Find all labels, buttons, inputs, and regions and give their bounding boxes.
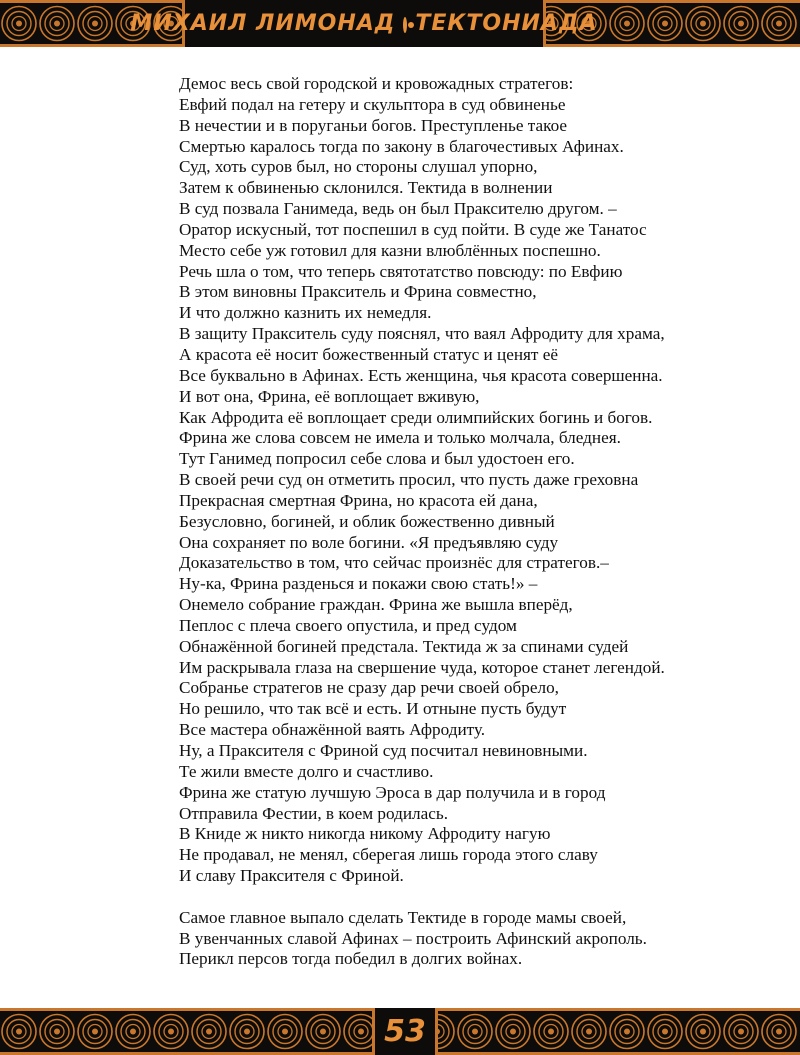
rosette-ornament-icon bbox=[78, 1015, 112, 1049]
text-line: Тут Ганимед попросил себе слова и был удостоен его. bbox=[179, 449, 575, 469]
text-line: Им раскрывала глаза на свершение чуда, которое станет легендой. bbox=[179, 657, 665, 677]
text-line: В своей речи суд он отметить просил, что пусть даже греховна bbox=[179, 470, 639, 490]
text-line: В этом виновны Пракситель и Фрина совместно, bbox=[179, 282, 537, 302]
text-line: Оратор искусный, тот поспешил в суд пойти. В суде же Танатос bbox=[179, 219, 647, 239]
text-line: Фрина же статую лучшую Эроса в дар получила и в город bbox=[179, 782, 606, 802]
rosette-ornament-icon bbox=[648, 1015, 682, 1049]
rosette-ornament-icon bbox=[648, 7, 682, 41]
text-line: И вот она, Фрина, её воплощает вживую, bbox=[179, 386, 480, 406]
text-line: Доказательство в том, что сейчас произнёс для стратегов.– bbox=[179, 553, 609, 573]
text-line: В увенчанных славой Афинах – построить Афинский акрополь. bbox=[179, 928, 647, 948]
text-line: Все мастера обнажённой ваять Афродиту. bbox=[179, 720, 486, 740]
text-line: И что должно казнить их немедля. bbox=[179, 303, 432, 323]
stanza-gap bbox=[179, 887, 739, 908]
text-line: Собранье стратегов не сразу дар речи своей обрело, bbox=[179, 678, 559, 698]
rosette-ornament-icon bbox=[2, 7, 36, 41]
rosette-ornament-icon bbox=[610, 1015, 644, 1049]
text-line: И славу Праксителя с Фриной. bbox=[179, 866, 404, 886]
text-line: Фрина же слова совсем не имела и только молчала, бледнея. bbox=[179, 428, 621, 448]
rosette-ornament-icon bbox=[724, 1015, 758, 1049]
rosette-ornament-icon bbox=[724, 7, 758, 41]
text-line: Перикл персов тогда победил в долгих войнах. bbox=[179, 949, 523, 969]
book-title: ТЕКТОНИАДА bbox=[415, 11, 598, 36]
rosette-ornament-icon bbox=[40, 1015, 74, 1049]
text-line: В защиту Пракситель суду пояснял, что ваял Афродиту для храма, bbox=[179, 324, 665, 344]
rosette-ornament-icon bbox=[762, 1015, 796, 1049]
rosette-ornament-icon bbox=[40, 7, 74, 41]
rosette-ornament-icon bbox=[610, 7, 644, 41]
text-line: Те жили вместе долго и счастливо. bbox=[179, 761, 434, 781]
text-line: Прекрасная смертная Фрина, но красота ей дана, bbox=[179, 490, 538, 510]
text-line: В нечестии и в поруганьи богов. Преступленье такое bbox=[179, 115, 568, 135]
rosette-ornament-icon bbox=[192, 1015, 226, 1049]
rosette-ornament-icon bbox=[458, 1015, 492, 1049]
text-line: Место себе уж готовил для казни влюблённых поспешно. bbox=[179, 240, 601, 260]
running-header bbox=[130, 0, 598, 47]
text-line: Обнажённой богиней предстала. Тектида ж за спинами судей bbox=[179, 636, 629, 656]
text-line: В суд позвала Ганимеда, ведь он был Праксителю другом. – bbox=[179, 199, 617, 219]
text-line: А красота её носит божественный статус и ценят её bbox=[179, 344, 558, 364]
poem-text bbox=[179, 74, 739, 970]
text-line: Но решило, что так всё и есть. И отныне пусть будут bbox=[179, 699, 567, 719]
rosette-ornament-icon bbox=[762, 7, 796, 41]
text-line: Суд, хоть суров был, но стороны слушал упорно, bbox=[179, 157, 538, 177]
text-line: Демос весь свой городской и кровожадных стратегов: bbox=[179, 74, 574, 93]
text-line: Самое главное выпало сделать Тектиде в городе мамы своей, bbox=[179, 907, 627, 927]
text-line: Как Афродита её воплощает среди олимпийских богинь и богов. bbox=[179, 407, 653, 427]
text-line: Онемело собрание граждан. Фрина же вышла вперёд, bbox=[179, 595, 573, 615]
rosette-ornament-icon bbox=[116, 1015, 150, 1049]
rosette-ornament-icon bbox=[496, 1015, 530, 1049]
text-line: В Книде ж никто никогда никому Афродиту нагую bbox=[179, 824, 551, 844]
rosette-ornament-icon bbox=[78, 7, 112, 41]
author-name: МИХАИЛ ЛИМОНАД bbox=[130, 11, 396, 36]
page-number bbox=[372, 1008, 438, 1055]
rosette-ornament-icon bbox=[268, 1015, 302, 1049]
rosette-ornament-icon bbox=[230, 1015, 264, 1049]
text-line: Она сохраняет по воле богини. «Я предъявляю суду bbox=[179, 532, 559, 552]
text-line: Не продавал, не менял, сберегая лишь города этого славу bbox=[179, 845, 598, 865]
rosette-ornament-icon bbox=[534, 1015, 568, 1049]
rosette-ornament-icon bbox=[154, 1015, 188, 1049]
text-line: Речь шла о том, что теперь святотатство повсюду: по Евфию bbox=[179, 261, 623, 281]
text-line: Ну, а Праксителя с Фриной суд посчитал невиновными. bbox=[179, 741, 588, 760]
rosette-ornament-icon bbox=[686, 7, 720, 41]
text-line: Безусловно, богиней, и облик божественно дивный bbox=[179, 511, 555, 531]
rosette-ornament-icon bbox=[2, 1015, 36, 1049]
rosette-ornament-icon bbox=[306, 1015, 340, 1049]
text-line: Затем к обвиненью склонился. Тектида в волнении bbox=[179, 178, 553, 198]
paragraph-1 bbox=[179, 74, 739, 887]
text-line: Смертью каралось тогда по закону в благочестивых Афинах. bbox=[179, 136, 624, 156]
rosette-ornament-icon bbox=[572, 1015, 606, 1049]
circle-separator-icon bbox=[403, 17, 407, 33]
rosette-ornament-icon bbox=[686, 1015, 720, 1049]
paragraph-2 bbox=[179, 908, 739, 971]
text-line: Все буквально в Афинах. Есть женщина, чья красота совершенна. bbox=[179, 365, 663, 385]
text-line: Ну-ка, Фрина разденься и покажи свою стать!» – bbox=[179, 574, 538, 594]
text-line: Пеплос с плеча своего опустила, и пред судом bbox=[179, 615, 517, 635]
text-line: Отправила Фестии, в коем родилась. bbox=[179, 803, 449, 823]
text-line: Евфий подал на гетеру и скульптора в суд обвиненье bbox=[179, 94, 566, 114]
page-number-label: 53 bbox=[384, 1014, 426, 1049]
